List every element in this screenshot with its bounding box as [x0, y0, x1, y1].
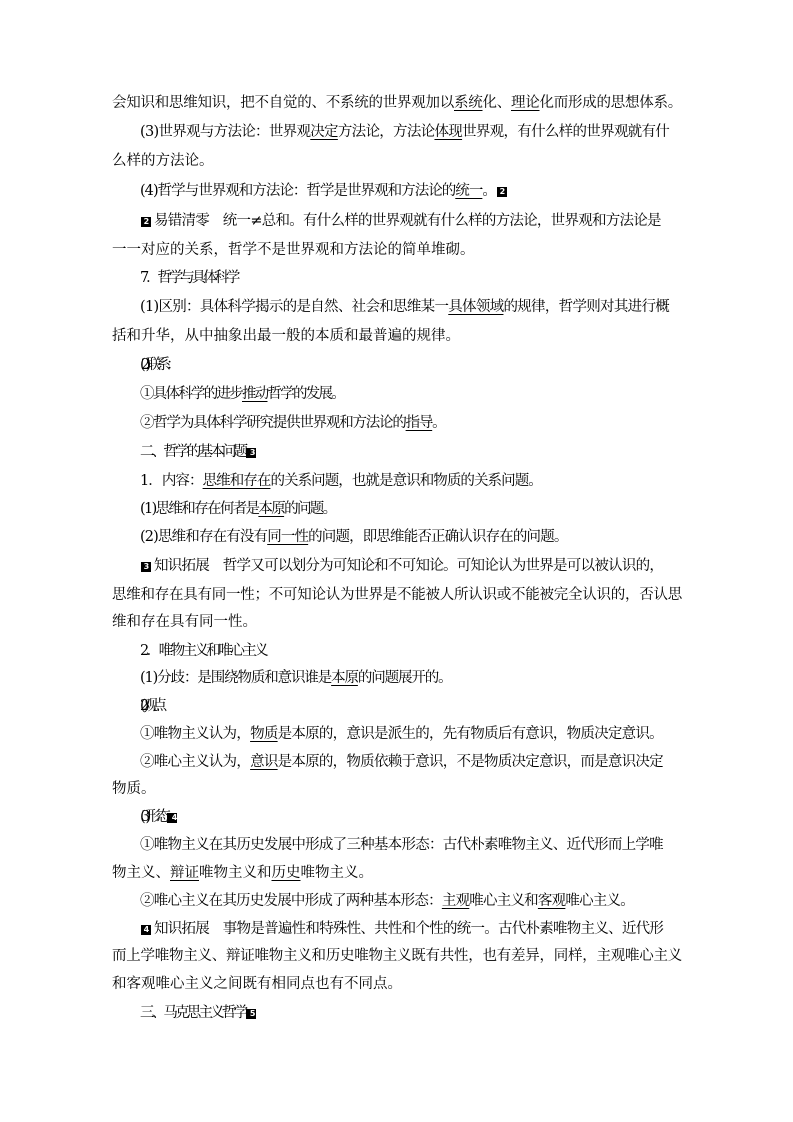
underlined-term: 客观 [537, 893, 566, 909]
underlined-term: 思维和存在 [202, 473, 271, 489]
text-line: 1．内容：思维和存在的关系问题，也就是意识和物质的关系问题。 [140, 473, 542, 489]
underlined-term: 理论 [511, 95, 540, 111]
text-line: 物质。 [112, 781, 156, 797]
text-line: 和客观唯心主义之间既有相同点也有不同点。 [112, 976, 402, 992]
section-heading: 7．哲学与具体科学 [140, 270, 238, 286]
underlined-term: 本原 [258, 501, 285, 517]
text-line: (1)区别：具体科学揭示的是自然、社会和思维某一具体领域的规律，哲学则对其进行概 [140, 299, 670, 315]
text-line: ①具体科学的进步推动哲学的发展。 [140, 386, 344, 402]
section-heading: 二、哲学的基本问题 3 [140, 442, 710, 462]
text-line: 括和升华，从中抽象出最一般的本质和最普遍的规律。 [112, 328, 460, 344]
text-line: (1)分歧：是围绕物质和意识谁是本原的问题展开的。 [140, 670, 452, 686]
note-marker-icon: 5 [246, 1009, 256, 1019]
underlined-term: 决定 [310, 124, 338, 140]
text-line: 一一对应的关系，哲学不是世界观和方法论的简单堆砌。 [112, 242, 475, 258]
note-marker-icon: 3 [246, 448, 256, 458]
text-line: (3)世界观与方法论：世界观决定方法论，方法论体现世界观，有什么样的世界观就有什 [140, 124, 670, 140]
note-marker-icon: 2 [141, 217, 151, 227]
section-heading: 三、马克思主义哲学 5 [140, 1003, 710, 1023]
underlined-term: 同一性 [267, 529, 309, 545]
text-line: 物主义、辩证唯物主义和历史唯物主义。 [112, 865, 373, 881]
note-line: 3 知识拓展 哲学又可以划分为可知论和不可知论。可知论认为世界是可以被认识的， [140, 556, 710, 576]
note-marker-icon: 3 [141, 562, 151, 572]
text-line: ②唯心主义在其历史发展中形成了两种基本形态：主观唯心主义和客观唯心主义。 [140, 893, 634, 909]
text-line: (4)哲学与世界观和方法论：哲学是世界观和方法论的统一。 2 [140, 181, 710, 201]
text-line: 么样的方法论。 [112, 153, 214, 169]
text-line: (1)思维和存在何者是本原的问题。 [140, 501, 336, 517]
text-line: 而上学唯物主义、辩证唯物主义和历史唯物主义既有共性，也有差异，同样，主观唯心主义 [112, 948, 682, 964]
underlined-term: 具体领域 [448, 299, 504, 315]
note-marker-icon: 2 [497, 187, 507, 197]
text-line: 思维和存在具有同一性；不可知论认为世界是不能被人所认识或不能被完全认识的，否认思 [112, 587, 682, 603]
underlined-term: 体现 [434, 124, 463, 140]
note-line: 2 易错清零 统一≠总和。有什么样的世界观就有什么样的方法论，世界观和方法论是 [140, 211, 710, 231]
note-line: 4 知识拓展 事物是普遍性和特殊性、共性和个性的统一。古代朴素唯物主义、近代形 [140, 919, 710, 939]
text-line: 会知识和思维知识，把不自觉的、不系统的世界观加以系统化、理论化而形成的思想体系。 [112, 95, 682, 111]
underlined-term: 推动 [242, 386, 268, 402]
section-heading: 2．唯物主义和唯心主义 [140, 643, 267, 659]
underlined-term: 物质 [250, 726, 278, 742]
underlined-term: 指导 [405, 415, 433, 431]
underlined-term: 统一 [455, 183, 483, 199]
text-line: (2)联系： [140, 357, 177, 373]
underlined-term: 系统 [454, 95, 483, 111]
text-line: ②唯心主义认为，意识是本原的，物质依赖于意识，不是物质决定意识，而是意识决定 [140, 754, 663, 770]
text-line: (3)形态 4 [140, 807, 710, 827]
underlined-term: 主观 [441, 893, 470, 909]
note-marker-icon: 4 [167, 813, 177, 823]
underlined-term: 辩证 [170, 865, 199, 881]
underlined-term: 本原 [331, 670, 358, 686]
text-line: (2)观点 [140, 698, 162, 714]
note-marker-icon: 4 [141, 925, 151, 935]
text-line: ②哲学为具体科学研究提供世界观和方法论的指导。 [140, 415, 446, 431]
text-line: (2)思维和存在有没有同一性的问题，即思维能否正确认识存在的问题。 [140, 529, 568, 545]
underlined-term: 意识 [250, 754, 278, 770]
text-line: ①唯物主义在其历史发展中形成了三种基本形态：古代朴素唯物主义、近代形而上学唯 [140, 837, 663, 853]
underlined-term: 历史 [271, 865, 301, 881]
text-line: ①唯物主义认为，物质是本原的，意识是派生的，先有物质后有意识，物质决定意识。 [140, 726, 663, 742]
text-line: 维和存在具有同一性。 [112, 614, 257, 630]
